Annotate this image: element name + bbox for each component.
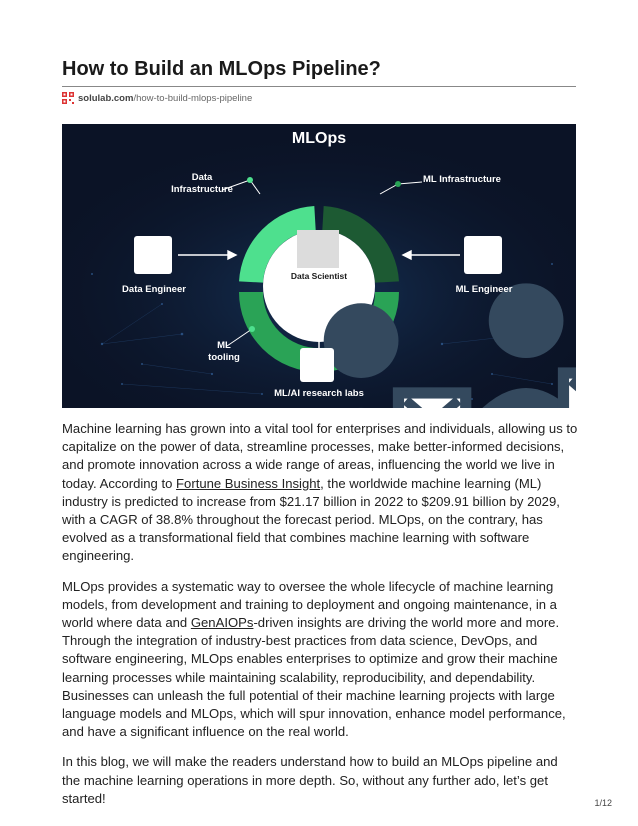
page-title: How to Build an MLOps Pipeline? (62, 58, 381, 80)
ml-engineer-label: ML Engineer (455, 284, 513, 295)
data-scientist-label: Data Scientist (290, 271, 348, 281)
title-divider (62, 86, 576, 87)
page-number: 1/12 (594, 798, 612, 808)
site-favicon-icon (62, 92, 74, 104)
pointer-dot-ml-infra (395, 181, 401, 187)
paragraph-1 (62, 420, 578, 566)
ml-infrastructure-label: ML Infrastructure (423, 174, 501, 185)
source-line (62, 92, 252, 104)
paragraph-2 (62, 578, 578, 742)
data-scientist-icon (299, 231, 339, 267)
mlops-diagram (62, 124, 576, 408)
data-engineer-label: Data Engineer (122, 284, 186, 295)
source-path: /how-to-build-mlops-pipeline (133, 92, 253, 104)
source-domain: solulab.com (78, 92, 134, 104)
fortune-business-insight-link[interactable]: Fortune Business Insight (176, 475, 321, 491)
source-link[interactable] (78, 93, 252, 104)
paragraph-1-text: Machine learning has grown into a vital tool for enterprises and individuals, allowing us to capitalize on the power of data, streamline processes, make better-informed decisions, and promote innovation across a wide range of areas, influencing the world we live in today. According to (62, 421, 578, 491)
paragraph-2-text-cont: -driven insights are driving the world more and more. Through the integration of industry-best practices from data science, DevOps, and software engineering, MLOps enables enterprises to optimize and grow their machine learning processes while maintaining scalability, reproducibility, and dependability. Businesses can unleash the full potential of their machine learning projects with large language models and MLOps, which will spur innovation, enhance model performance, and have a significant influence on the real world. (62, 615, 566, 740)
paragraph-3 (62, 753, 578, 808)
research-labs-label: ML/AI research labs (274, 388, 364, 399)
data-infrastructure-label: Data Infrastructure (171, 172, 233, 195)
paragraph-2-text: MLOps provides a systematic way to oversee the whole lifecycle of machine learning models, from development and training to deployment and ongoing maintenance, in a world where data and (62, 578, 557, 631)
paragraph-1-text-cont: , the worldwide machine learning (ML) industry is predicted to increase from $21.17 billion in 2022 to $209.91 billion by 2029, with a CAGR of 38.8% throughout the forecast period. MLOps, on the contrary, has evolved as a transformational field that combines machine learning with software engineering. (62, 475, 560, 564)
paragraph-3-text: In this blog, we will make the readers understand how to build an MLOps pipeline and the machine learning operations in more depth. So, without any further ado, let’s get started! (62, 754, 558, 806)
article-body (62, 420, 578, 820)
diagram-title: MLOps (291, 130, 347, 147)
genaiops-link[interactable]: GenAIOPs (190, 615, 254, 631)
data-engineer-icon (134, 236, 172, 274)
ml-tooling-label: ML tooling (208, 340, 240, 363)
